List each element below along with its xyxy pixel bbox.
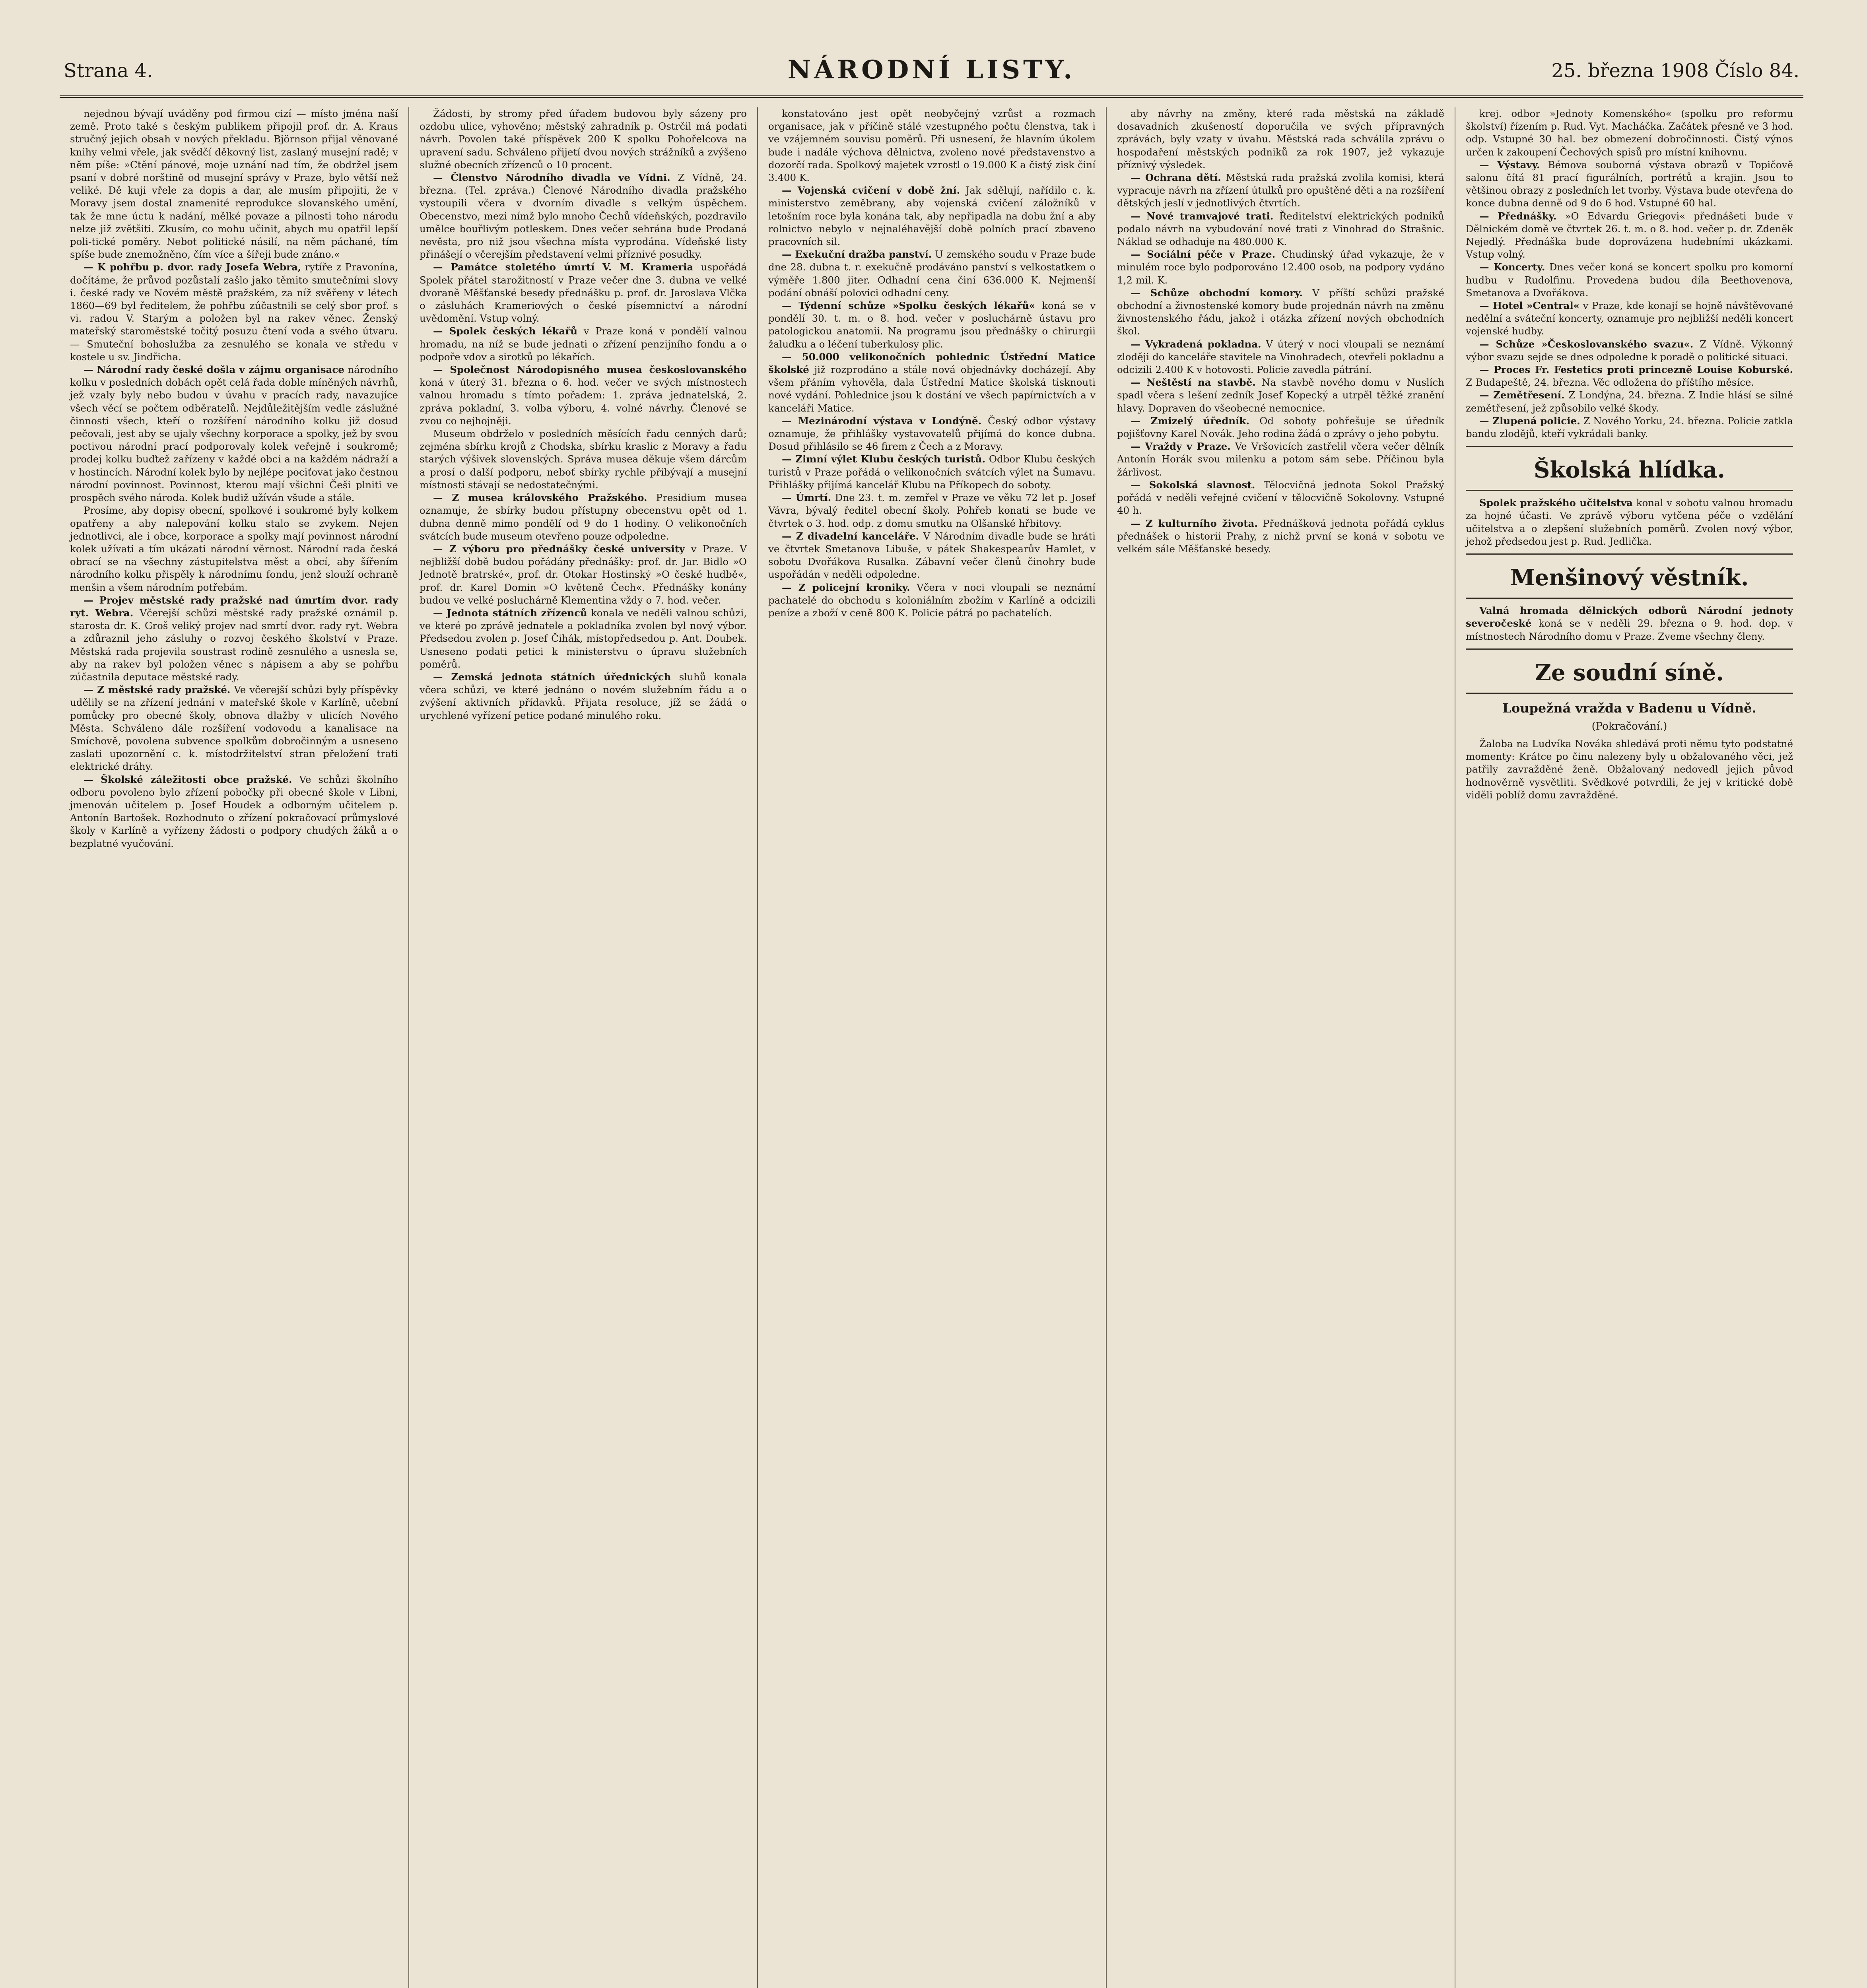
article-paragraph xyxy=(768,299,1096,351)
article-paragraph xyxy=(1117,287,1444,338)
article-paragraph xyxy=(70,261,398,363)
article-text: koná v úterý 31. března o 6. hod. večer ve svých místnostech valnou hromadu s tímto pořadem: 1. zpráva jednatelská, 2. zpráva pokladní, 3. volba výboru, 4. volné návrhy. Členové se zvou co nejhojněji. xyxy=(420,377,747,427)
article-text: Z Nového Yorku, 24. března. Policie zatkla bandu zlodějů, kteří vykrádali banky. xyxy=(1466,415,1793,440)
article-lead: — Zlupená policie. xyxy=(1479,415,1580,427)
article-text: konstatováno jest opět neobyčejný vzrůst a rozmach organisace, jak v příčině stálé vzestupného počtu členstva, tak i ve vzájemném souvisu poměrů. Při usnesení, že hlavním úkolem bude i nadále výchova dělnictva, zvoleno nové představenstvo a dozorčí rada. Spolkový majetek vzrostl o 19.000 K a čistý zisk činí 3.400 K. xyxy=(768,108,1096,184)
article-lead: — Sokolská slavnost. xyxy=(1131,479,1255,491)
article-text: Chudinský úřad vykazuje, že v minulém roce bylo podporováno 12.400 osob, na podpory vydáno 1,2 mil. K. xyxy=(1117,248,1445,286)
section-heading: Ze soudní síně. xyxy=(1535,659,1724,686)
article-paragraph xyxy=(768,184,1096,248)
article-lead: Valná hromada dělnických odborů Národní jednoty severočeské xyxy=(1466,605,1793,629)
article-paragraph xyxy=(1117,376,1444,415)
article-lead: — Zimní výlet Klubu českých turistů. xyxy=(782,453,986,465)
article-note: (Pokračování.) xyxy=(1591,720,1667,732)
article-lead: — Nové tramvajové trati. xyxy=(1131,210,1274,222)
article-text: Museum obdrželo v posledních měsících řadu cenných darů; zejména sbírku krojů z Chodska, sbírku kraslic z Moravy a řadu starých výšivek slovenských. Správa musea děkuje všem dárcům a prosí o další podporu, neboť sbírky rychle přibývají a musejní místnosti stávají se nedostatečnými. xyxy=(420,428,747,491)
article-lead: Spolek pražského učitelstva xyxy=(1479,497,1633,509)
section-rule xyxy=(1466,648,1793,650)
article-lead: — Mezinárodní výstava v Londýně. xyxy=(782,415,982,427)
column-2 xyxy=(408,107,757,1988)
article-text: Prosíme, aby dopisy obecní, spolkové i soukromé byly kolkem opatřeny a aby nalepování kolku stalo se zvykem. Nejen jednotlivci, ale i obce, korporace a spolky mají povinnost národní kolek užívati a tím ukázati národní věrnost. Národní rada česká obrací se na všechny zástupitelstva měst a obcí, aby šířením národního kolku přispěly k národnímu fondu, jenž slouží ochraně menšin a všem národním potřebám. xyxy=(70,505,398,593)
article-lead: — Úmrtí. xyxy=(782,492,832,504)
newspaper-page xyxy=(60,48,1803,1988)
section-rule xyxy=(1466,598,1793,599)
columns xyxy=(60,107,1803,1988)
article-lead: — Památce stoletého úmrtí V. M. Krameria xyxy=(433,261,694,273)
page-label: Strana 4. xyxy=(64,60,153,82)
article-paragraph xyxy=(768,453,1096,491)
article-paragraph xyxy=(420,491,747,543)
article-paragraph xyxy=(70,504,398,594)
article-text: Žaloba na Ludvíka Nováka shledává proti němu tyto podstatné momenty: Krátce po činu nalezeny byly u obžalovaného věci, jež patřily zavražděné ženě. Obžalovaný nedovedl jejich původ hodnověrně vysvětliti. Svědkové potvrdili, že jej v kritické době viděli poblíž domu zavražděné. xyxy=(1466,738,1793,801)
article-lead: — Vojenská cvičení v době žní. xyxy=(782,184,960,196)
article-lead: — Zemětřesení. xyxy=(1479,389,1565,401)
page-header xyxy=(60,48,1803,98)
article-paragraph xyxy=(1466,338,1793,363)
article-text: sluhů konala včera schůzi, ve které jednáno o novém služebním řádu a o zvýšení aktivních přídavků. Přijata resoluce, jíž se žádá o urychlené vyřízení petice podané minulého roku. xyxy=(420,671,747,721)
article-text: U zemského soudu v Praze bude dne 28. dubna t. r. exekučně prodáváno panství s velkostatkem o výměře 1.800 jiter. Odhadní cena činí 636.000 K. Nejmenší podání obnáší polovici odhadní ceny. xyxy=(768,248,1096,299)
article-paragraph xyxy=(1117,338,1444,377)
article-paragraph xyxy=(1466,107,1793,159)
article-paragraph xyxy=(768,351,1096,415)
article-lead: — Z městské rady pražské. xyxy=(84,684,231,696)
article-paragraph xyxy=(420,543,747,607)
article-paragraph xyxy=(70,683,398,773)
article-text: Včerejší schůzi městské rady pražské oznámil p. starosta dr. K. Groš veliký projev nad smrtí dvor. rady ryt. Webra a zdůraznil jeho zásluhy o rozvoj českého školství v Praze. Městská rada projevila soustrast rodině zesnulého a usnesla se, aby na rakev byl položen věnec s nápisem a aby se pohřbu zúčastnila deputace městské rady. xyxy=(70,607,398,683)
article-paragraph xyxy=(1117,107,1444,171)
article-lead: — Přednášky. xyxy=(1479,210,1557,222)
article-paragraph xyxy=(1466,604,1793,643)
article-text: aby návrhy na změny, které rada městská na základě dosavadních zkušeností doporučila ve svých přípravných zprávách, byly vzaty v úvahu. Městská rada schválila zprávu o hospodaření městských podniků za rok 1907, jež vykazuje příznivý výsledek. xyxy=(1117,108,1444,171)
article-text: koná se v neděli 29. března o 9. hod. dop. v místnostech Národního domu v Praze. Zveme všechny členy. xyxy=(1466,617,1793,642)
article-text: konal v sobotu valnou hromadu za hojné účasti. Ve zprávě výboru vytčena péče o vzdělání učitelstva a o zlepšení služebních poměrů. Zvolen nový výbor, jehož předsedou jest p. Rud. Jedlička. xyxy=(1466,497,1793,547)
article-paragraph xyxy=(768,530,1096,581)
article-lead: — Jednota státních zřízenců xyxy=(433,607,587,619)
section-heading: Školská hlídka. xyxy=(1534,457,1725,483)
article-text: krej. odbor »Jednoty Komenského« (spolku pro reformu školství) řízením p. Rud. Vyt. Macháčka. Začátek přesně ve 3 hod. odp. Vstupné 30 hal. bez obmezení dobročinnosti. Čistý výnos určen k zakoupení Čechových spisů pro místní knihovnu. xyxy=(1466,108,1793,158)
newspaper-title: NÁRODNÍ LISTY. xyxy=(787,55,1076,85)
column-3 xyxy=(757,107,1106,1988)
article-lead: — K pohřbu p. dvor. rady Josefa Webra, xyxy=(84,261,301,273)
article-paragraph xyxy=(70,363,398,504)
article-text: Český odbor výstavy oznamuje, že přihlášky vystavovatelů přijímá do konce dubna. Dosud přihlásilo se 46 firem z Čech a z Moravy. xyxy=(768,415,1096,452)
article-text: »O Edvardu Griegovi« přednášeti bude v Dělnickém domě ve čtvrtek 26. t. m. o 8. hod. večer p. dr. Zdeněk Nejedlý. Přednáška bude doprovázena hudebními ukázkami. Vstup volný. xyxy=(1466,210,1793,260)
article-paragraph xyxy=(1117,248,1444,287)
article-lead: — Schůze »Českoslovanského svazu«. xyxy=(1479,338,1694,350)
article-paragraph xyxy=(1466,363,1793,389)
article-lead: — Projev městské rady pražské nad úmrtím dvor. rady ryt. Webra. xyxy=(70,594,398,619)
article-paragraph xyxy=(1466,210,1793,261)
article-paragraph xyxy=(420,325,747,363)
article-text: konala ve neděli valnou schůzi, ve které po zprávě jednatele a pokladníka zvolen byl nový výbor. Předsedou zvolen p. Josef Čihák, místopředsedou p. Ant. Doubek. Usneseno podati petici k ministerstvu o úpravu služebních poměrů. xyxy=(420,607,747,670)
article-lead: — Proces Fr. Festetics proti princezně Louise Koburské. xyxy=(1479,364,1793,376)
article-text: Z Vídně. Výkonný výbor svazu sejde se dnes odpoledne k poradě o politické situaci. xyxy=(1466,338,1793,363)
article-text: národního kolku v posledních dobách opět celá řada doble míněných návrhů, jež vzaly byly nebo budou v úvahu v pracích rady, navazujíce všech věcí se počtem odběratelů. Nejdůležitějším vedle záslužné činnosti všech, kteří o rozšíření národního kolku již dosud pečovali, jest aby se ujaly všechny korporace a spolky, jež by svou poctivou národní prací podporovaly kolek veřejně i soukromě; prodej kolku buďtež zařízeny v každé obci a na každém nádraží a v hostincích. Národní kolek bylo by nejlépe pociťovat jako čestnou národní povinnost. Povinnost, kterou mají všichni Češi plniti ve prospěch svého národa. Kolek budiž užíván všude a stále. xyxy=(70,364,398,504)
article-lead: — Společnost Národopisného musea českoslovanského xyxy=(433,364,747,376)
section-rule xyxy=(1466,446,1793,447)
article-lead: — 50.000 velikonočních pohlednic Ústřední Matice školské xyxy=(768,351,1096,376)
article-lead: — Z policejní kroniky. xyxy=(782,581,910,593)
article-text: již rozprodáno a stále nová objednávky docházejí. Aby všem přáním vyhověla, dala Ústřední Matice školská tisknouti nové vydání. Pohlednice jsou k dostání ve všech papírnictvích a v kanceláři Matice. xyxy=(768,364,1096,414)
article-paragraph xyxy=(1117,517,1444,556)
article-paragraph xyxy=(420,363,747,427)
article-lead: — Vykradená pokladna. xyxy=(1131,338,1261,350)
article-paragraph xyxy=(1117,415,1444,440)
article-paragraph xyxy=(1117,210,1444,248)
article-text: V Národním divadle bude se hráti ve čtvrtek Smetanova Libuše, v pátek Shakespearův Hamlet, v sobotu Dvořákova Rusalka. Zábavní večer členů činohry bude uspořádán v neděli odpoledne. xyxy=(768,530,1096,580)
article-paragraph xyxy=(70,773,398,850)
article-lead: — Spolek českých lékařů xyxy=(433,325,578,337)
article-lead: — Sociální péče v Praze. xyxy=(1131,248,1276,260)
article-text: koná se v pondělí 30. t. m. o 8. hod. večer v posluchárně ústavu pro patologickou anatomii. Na programu jsou přednášky o chirurgii žaludku a o léčení tuberkulosy plic. xyxy=(768,300,1096,350)
article-lead: — Koncerty. xyxy=(1479,261,1545,273)
article-paragraph xyxy=(768,107,1096,184)
article-paragraph xyxy=(1117,440,1444,479)
article-text: Městská rada pražská zvolila komisi, která vypracuje návrh na zřízení útulků pro opuštěné děti a na rozšíření dětských jeslí v jednotlivých čtvrtích. xyxy=(1117,172,1444,209)
article-paragraph xyxy=(420,607,747,671)
article-paragraph xyxy=(1466,159,1793,210)
column-1 xyxy=(60,107,408,1988)
article-paragraph xyxy=(1466,497,1793,548)
article-text: Ve Vršovicích zastřelil včera večer dělník Antonín Horák svou milenku a potom sám sebe. Příčinou byla žárlivost. xyxy=(1117,441,1444,478)
article-paragraph xyxy=(1466,415,1793,440)
article-text: Jak sdělují, nařídilo c. k. ministerstvo zeměbrany, aby vojenská cvičení záložníků v letošním roce byla konána tak, aby nepřipadla na dobu žní a aby rolnictvo nebylo v nejnaléhavější době polních prací zbaveno pracovních sil. xyxy=(768,184,1096,248)
article-lead: — Ochrana dětí. xyxy=(1131,172,1221,184)
article-text: Tělocvičná jednota Sokol Pražský pořádá v neděli veřejné cvičení v tělocvičně Sokolovny. Vstupné 40 h. xyxy=(1117,479,1444,516)
article-lead: — Národní rady české došla v zájmu organisace xyxy=(84,364,344,376)
article-text: Přednášková jednota pořádá cyklus přednášek o historii Prahy, z nichž první se koná v sobotu ve velkém sále Měšťanské besedy. xyxy=(1117,517,1444,555)
article-paragraph xyxy=(768,248,1096,299)
article-paragraph xyxy=(1466,299,1793,338)
article-paragraph xyxy=(1117,171,1444,210)
article-paragraph xyxy=(420,671,747,722)
article-text: Z Londýna, 24. března. Z Indie hlásí se silné zemětřesení, jež způsobilo velké škody. xyxy=(1466,389,1793,414)
article-text: v Praze, kde konají se hojně návštěvované nedělní a sváteční koncerty, oznamuje pro nejbližší neděli koncert vojenské hudby. xyxy=(1466,300,1793,337)
article-paragraph xyxy=(420,427,747,491)
article-text: Dnes večer koná se koncert spolku pro komorní hudbu v Rudolfinu. Provedena budou díla Beethovenova, Smetanova a Dvořákova. xyxy=(1466,261,1793,299)
article-text: Od soboty pohřešuje se úředník pojišťovny Karel Novák. Jeho rodina žádá o zprávy o jeho pobytu. xyxy=(1117,415,1444,440)
article-paragraph xyxy=(768,491,1096,530)
section-rule xyxy=(1466,553,1793,555)
article-text: Presidium musea oznamuje, že sbírky budou přístupny obecenstvu opět od 1. dubna denně mimo pondělí od 9 do 1 hodiny. O velikonočních svátcích bude museum otevřeno pouze odpoledne. xyxy=(420,492,747,542)
article-lead: — Z kulturního života. xyxy=(1131,517,1258,529)
article-heading: Loupežná vražda v Badenu u Vídně. xyxy=(1502,700,1756,716)
article-text: Včera v noci vloupali se neznámí pachatelé do obchodu s koloniálním zbožím v Karlíně a odcizili peníze a zboží v ceně 800 K. Policie pátrá po pachatelích. xyxy=(768,581,1096,619)
article-paragraph xyxy=(1117,479,1444,517)
article-text: v Praze. V nejbližší době budou pořádány přednášky: prof. dr. Jar. Bidlo »O Jednotě bratrské«, prof. dr. Otokar Hostinský »O české hudbě«, prof. dr. Karel Domin »O květeně Čech«. Přednášky konány budou ve velké posluchárně Klementina vždy o 7. hod. večer. xyxy=(420,543,747,606)
article-text: nejednou bývají uváděny pod firmou cizí — místo jména naší země. Proto také s českým publikem připojil prof. dr. A. Kraus stručný jejich obsah v nových překladu. Björnson přijal věnované knihy velmi vřele, jak svědčí děkovný list, zaslaný musejní radě; v něm píše: »Ctění pánové, moje uznání nad tím, že obdržel jsem psaní v dobré norštině od musejní správy v Praze, bylo větší než veliké. Dě kuji vřele za dopis a dar, ale musím připojiti, že v Moravy jsem dostal znamenité reprodukce slovanského umění, tak že mne úctu k nadání, mělké povaze a pilnosti toho národu nelze již zvětšiti. Zkusím, co mohu učinit, abych mu opatřil lepší poli-tické poměry. Nebot politické násilí, na něm páchané, tím spíše bude znemožněno, čím více a šířeji bude znáno.« xyxy=(70,108,398,260)
article-text: uspořádá Spolek přátel starožitností v Praze večer dne 3. dubna ve velké dvoraně Měšťanské besedy přednášku p. prof. dr. Jaroslava Vlčka o zásluhách Krameriových o české písemnictví a národní uvědomění. Vstup volný. xyxy=(420,261,747,324)
article-paragraph xyxy=(420,261,747,325)
article-lead: — Exekuční dražba panství. xyxy=(782,248,932,260)
article-lead: — Neštěstí na stavbě. xyxy=(1131,377,1256,388)
article-text: Ve schůzi školního odboru povoleno bylo zřízení pobočky při obecné škole v Libni, jmenován učitelem p. Josef Houdek a odborným učitelem p. Antonín Bartošek. Rozhodnuto o zřízení pokračovací průmyslové školy v Karlíně a vyřízeny žádosti o podpory chudých žáků a o bezplatné vyučování. xyxy=(70,773,398,849)
article-paragraph xyxy=(420,107,747,171)
article-lead: — Zemská jednota státních úřednických xyxy=(433,671,671,683)
article-text: Dne 23. t. m. zemřel v Praze ve věku 72 let p. Josef Vávra, bývalý ředitel obecní školy. Pohřeb konati se bude ve čtvrtek o 3. hod. odp. z domu smutku na Olšanské hřbitovy. xyxy=(768,492,1096,529)
article-lead: — Členstvo Národního divadla ve Vídni. xyxy=(433,172,670,184)
article-lead: — Výstavy. xyxy=(1479,159,1540,171)
article-lead: — Schůze obchodní komory. xyxy=(1131,287,1303,299)
article-lead: — Zmizelý úředník. xyxy=(1131,415,1249,427)
article-text: Odbor Klubu českých turistů v Praze pořádá o velikonočních svátcích výlet na Šumavu. Přihlášky přijímá kancelář Klubu na Příkopech do soboty. xyxy=(768,453,1096,491)
section-rule xyxy=(1466,693,1793,694)
article-text: Z Vídně, 24. března. (Tel. zpráva.) Členové Národního divadla pražského vystoupili včera v dvorním divadle s velkým úspěchem. Obecenstvo, mezi nímž bylo mnoho Čechů vídeňských, pozdravilo umělce bouřlivým potleskem. Dnes večer sehrána bude Prodaná nevěsta, pro niž jsou všechna místa vyprodána. Vídeňské listy přinášejí o včerejším představení velmi příznivé posudky. xyxy=(420,172,747,260)
article-text: Ředitelství elektrických podniků podalo návrh na vybudování nové trati z Vinohrad do Strašnic. Náklad se odhaduje na 480.000 K. xyxy=(1117,210,1445,248)
article-lead: — Týdenní schůze »Spolku českých lékařů« xyxy=(782,300,1035,312)
article-text: Na stavbě nového domu v Nuslích spadl včera s lešení zedník Josef Kopecký a utrpěl těžké zranění hlavy. Dopraven do všeobecné nemocnice. xyxy=(1117,377,1444,414)
section-heading: Menšinový věstník. xyxy=(1510,565,1749,591)
column-4 xyxy=(1106,107,1455,1988)
article-text: v Praze koná v pondělí valnou hromadu, na níž se bude jednati o zřízení penzijního fondu a o podpoře vdov a sirotků po lékařích. xyxy=(420,325,747,363)
article-paragraph xyxy=(1466,389,1793,414)
article-text: V úterý v noci vloupali se neznámí zloději do kanceláře stavitele na Vinohradech, otevřeli pokladnu a odcizili 2.400 K v hotovosti. Policie zavedla pátrání. xyxy=(1117,338,1445,376)
article-text: Žádosti, by stromy před úřadem budovou byly sázeny pro ozdobu ulice, vyhověno; městský zahradník p. Ostrčil má podati návrh. Povolen také příspěvek 200 K spolku Pohořelcova na upravení sadu. Schváleno přijetí dvou nových strážníků a zvýšeno služné obecních zřízenců o 10 procent. xyxy=(420,108,747,171)
article-text: Bémova souborná výstava obrazů v Topičově salonu čítá 81 prací figurálních, portrétů a krajin. Jsou to většinou obrazy z posledních let tvorby. Výstava bude otevřena do konce dubna denně od 9 do 6 hod. Vstupné 60 hal. xyxy=(1466,159,1793,209)
article-paragraph xyxy=(768,415,1096,453)
article-lead: — Z musea královského Pražského. xyxy=(433,492,647,504)
article-text: V příští schůzi pražské obchodní a živnostenské komory bude projednán návrh na změnu živnostenského řádu, jakož i otázka zřízení nových obchodních škol. xyxy=(1117,287,1444,337)
article-paragraph xyxy=(70,107,398,261)
article-text: Ve včerejší schůzi byly příspěvky udělily se na zřízení jednání v mateřské škole v Karlíně, učební pomůcky pro obecné školy, obnova dlažby v ulicích Nového Města. Schváleno dále rozšíření vodovodu a kanalisace na Smíchově, povolena subvence spolkům dobročinným a usneseno zaslati upozornění c. k. místodržitelství stran přeložení trati elektrické dráhy. xyxy=(70,684,398,773)
article-text: rytíře z Pravonína, dočítáme, že průvod pozůstalí zašlo jako těmito smutečními slovy i. české rady ve Novém městě pražském, za níž svěřeny v létech 1860—69 byl ředitelem, že pohřbu zúčastnili se celý sbor prof. s vi. radou V. Starým a položen byl na rakev věnec. Ženský mateřský staroměstské točitý posuzu čtení voda a svého útvaru. — Smuteční bohoslužba za zesnulého se konala ve středu v kostele u sv. Jindřicha. xyxy=(70,261,398,363)
article-paragraph xyxy=(70,594,398,683)
column-5 xyxy=(1455,107,1803,1988)
article-paragraph xyxy=(420,171,747,261)
article-paragraph xyxy=(1466,738,1793,802)
article-lead: — Hotel »Central« xyxy=(1479,300,1579,312)
issue-date: 25. března 1908 Číslo 84. xyxy=(1551,60,1799,82)
article-paragraph xyxy=(768,581,1096,620)
article-text: Z Budapeště, 24. března. Věc odložena do příštího měsíce. xyxy=(1466,377,1754,388)
article-lead: — Z divadelní kanceláře. xyxy=(782,530,919,542)
article-lead: — Vraždy v Praze. xyxy=(1131,441,1231,452)
article-lead: — Z výboru pro přednášky české university xyxy=(433,543,685,555)
section-rule xyxy=(1466,490,1793,491)
article-paragraph xyxy=(1466,261,1793,299)
article-lead: — Školské záležitosti obce pražské. xyxy=(84,773,292,785)
